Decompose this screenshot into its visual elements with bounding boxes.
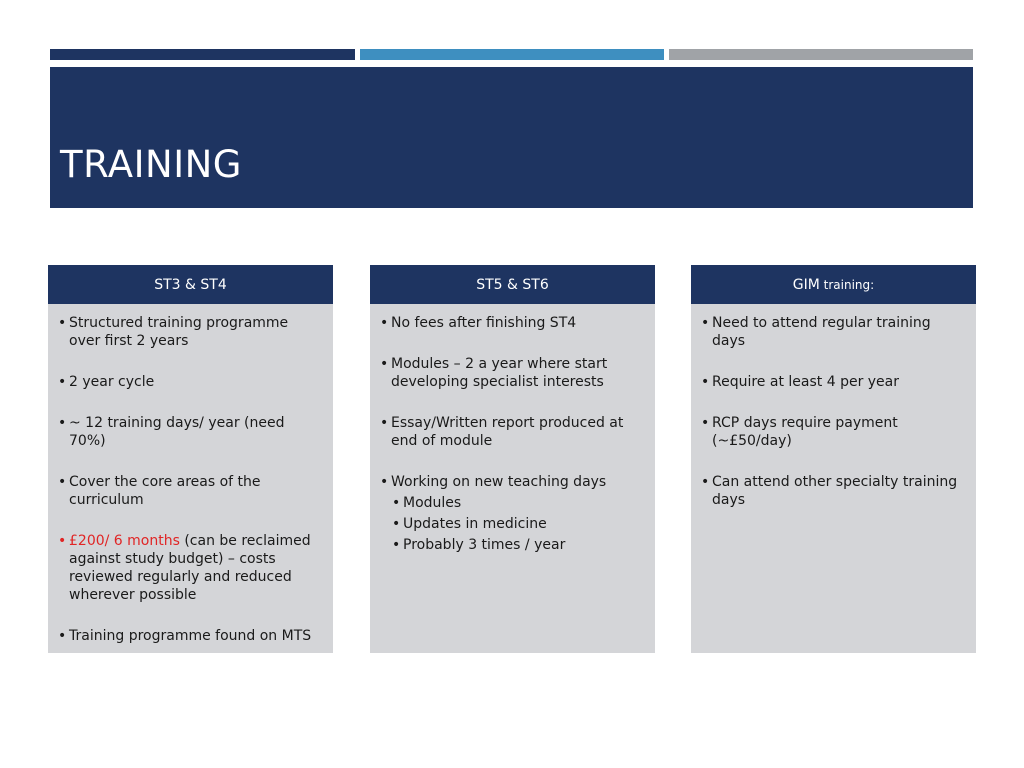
- bullet-item: • Essay/Written report produced at end of module: [380, 414, 645, 450]
- bullet-item: • 2 year cycle: [58, 373, 323, 391]
- bullet-item: • Modules – 2 a year where start developing specialist interests: [380, 355, 645, 391]
- column-header-main: GIM: [792, 277, 820, 293]
- accent-stripe-blue: [360, 49, 664, 60]
- column-st5-st6: [370, 265, 655, 653]
- bullet-item-fee: [58, 532, 323, 604]
- fee-detail: (can be reclaimed against study budget) – costs reviewed regularly and reduced wherever possible: [69, 533, 311, 603]
- column-header: ST3 & ST4: [48, 265, 333, 304]
- sub-bullet-item: • Modules: [380, 494, 645, 512]
- bullet-item: • RCP days require payment (~£50/day): [701, 414, 966, 450]
- title-banner: [50, 67, 973, 208]
- accent-stripe-navy: [50, 49, 355, 60]
- bullet-item: • ~ 12 training days/ year (need 70%): [58, 414, 323, 450]
- bullet-item: • Can attend other specialty training days: [701, 473, 966, 509]
- sub-bullet-item: • Updates in medicine: [380, 515, 645, 533]
- accent-stripe-gray: [669, 49, 973, 60]
- bullet-item: • Working on new teaching days: [380, 473, 645, 491]
- bullet-item: • Structured training programme over first 2 years: [58, 314, 323, 350]
- bullet-item: • Need to attend regular training days: [701, 314, 966, 350]
- bullet-item: • Require at least 4 per year: [701, 373, 966, 391]
- column-header: [691, 265, 976, 304]
- column-gim-training: [691, 265, 976, 653]
- bullet-item: • No fees after finishing ST4: [380, 314, 645, 332]
- bullet-item: • Training programme found on MTS: [58, 627, 323, 645]
- bullet-item: • Cover the core areas of the curriculum: [58, 473, 323, 509]
- slide-title: TRAINING: [60, 143, 242, 186]
- column-header: ST5 & ST6: [370, 265, 655, 304]
- sub-bullet-item: • Probably 3 times / year: [380, 536, 645, 554]
- column-header-sub: training:: [819, 278, 875, 292]
- fee-highlight: £200/ 6 months: [69, 533, 180, 549]
- column-st3-st4: [48, 265, 333, 653]
